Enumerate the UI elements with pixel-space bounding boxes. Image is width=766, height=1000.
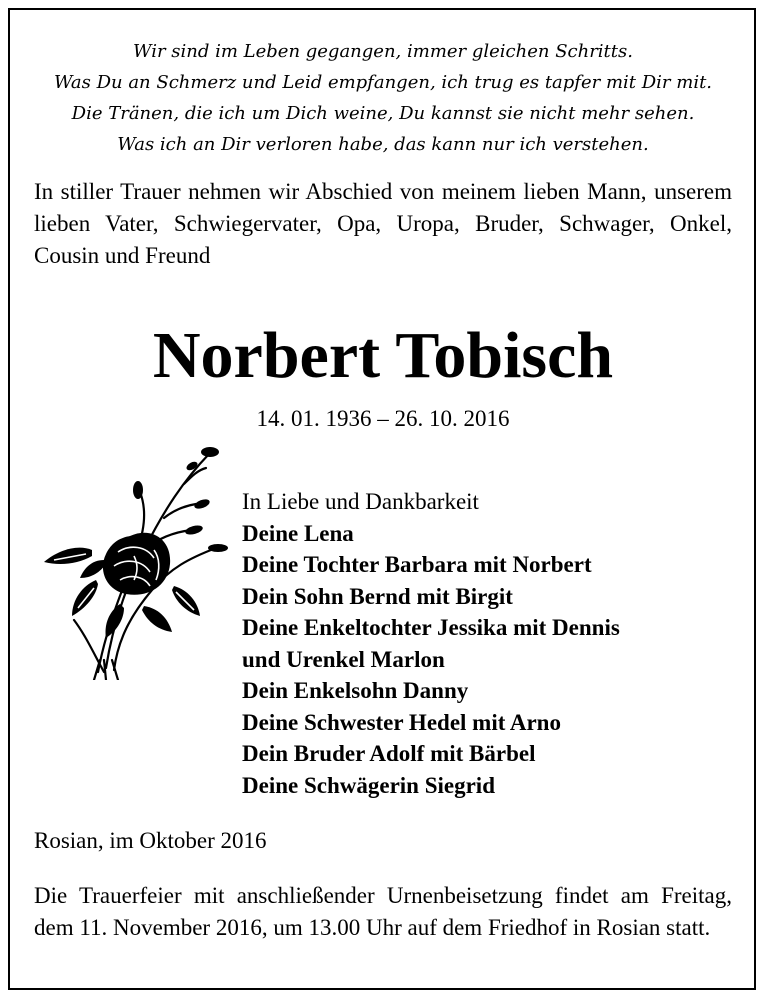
deceased-name: Norbert Tobisch <box>152 319 614 392</box>
mourner-name: Deine Schwester Hedel mit Arno <box>242 709 561 735</box>
obituary-frame <box>8 8 756 990</box>
mourners-lead: In Liebe und Dankbarkeit <box>242 489 479 514</box>
funeral-notice: Die Trauerfeier mit anschließender Urnenbeisetzung findet am Freitag, dem 11. November 2016, um 13.00 Uhr auf dem Friedhof in Rosian statt. <box>34 883 732 940</box>
mourner-name: Dein Bruder Adolf mit Bärbel <box>242 741 536 766</box>
mourner-name: Deine Schwägerin Siegrid <box>242 772 495 798</box>
life-dates: 14. 01. 1936 – 26. 10. 2016 <box>256 406 510 431</box>
rose-bouquet-icon <box>34 440 234 680</box>
mourners-list <box>242 486 742 801</box>
intro-text: In stiller Trauer nehmen wir Abschied von meinem lieben Mann, unserem lieben Vater, Schwiegervater, Opa, Uropa, Bruder, Schwager, Onkel, Cousin und Freund <box>34 179 732 268</box>
poem-line: Was Du an Schmerz und Leid empfangen, ich trug es tapfer mit Dir mit. <box>53 72 713 93</box>
poem-line: Was ich an Dir verloren habe, das kann nur ich verstehen. <box>117 134 649 155</box>
mourner-name: Deine Lena <box>242 520 354 546</box>
poem-line: Die Tränen, die ich um Dich weine, Du kannst sie nicht mehr sehen. <box>71 103 695 124</box>
mourner-name: und Urenkel Marlon <box>242 646 445 672</box>
mourner-name: Deine Enkeltochter Jessika mit Dennis <box>242 615 620 640</box>
poem-line: Wir sind im Leben gegangen, immer gleichen Schritts. <box>133 41 633 62</box>
mourner-name: Dein Sohn Bernd mit Birgit <box>242 583 513 609</box>
mourner-name: Deine Tochter Barbara mit Norbert <box>242 552 592 577</box>
mourner-name: Dein Enkelsohn Danny <box>242 678 469 703</box>
poem <box>10 36 756 160</box>
place-date: Rosian, im Oktober 2016 <box>34 828 267 853</box>
